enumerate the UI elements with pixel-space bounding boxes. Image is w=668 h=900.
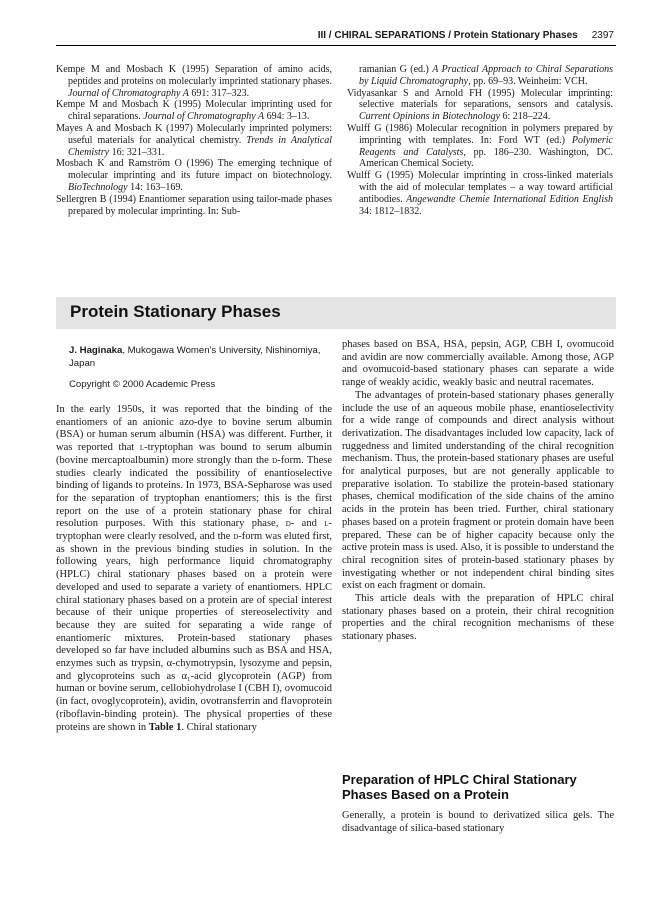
body-paragraph: The advantages of protein-based stationary phases generally include the use of an aqueous mobile phase, enantioselectivity for a wide range of compounds and direct analysis without derivatization. The disadvantages included low capacity, lack of ruggedness and limited understanding of the chiral recognition mechanism. Thus, the protein-based stationary phases are useful for analytical purposes, but are not generally applicable to preparative isolation. To stabilize the protein-based stationary phases, chemical modification of the side chains of the amino acids in the protein has been tried. Further, chiral stationary phases based on a protein fragment or protein domain have been prepared. These can be of higher capacity because only the active protein mass is used. Also, it is possible to understand the chiral recognition sites of protein-based stationary phases by investigating whether or not independent chiral binding sites exist on each fragment or domain. xyxy=(342,389,614,592)
reference-journal: BioTechnology xyxy=(68,181,128,193)
body-paragraph: phases based on BSA, HSA, pepsin, AGP, CBH I, ovomucoid and avidin are now commercially available. Among those, AGP and ovomucoid-based stationary phases can separate a wide range of weakly acidic, weakly basic and neutral racemates. xyxy=(342,339,614,389)
reference-entry xyxy=(347,88,613,123)
body-text: In the early 1950s, it was reported that the binding of the enantiomers of an anionic azo-dye to bovine serum albumin (BSA) or human serum albumin (HSA) was different. Further, it was reported that xyxy=(56,404,332,454)
reference-text: Wulff G (1995) Molecular imprinting in cross-linked materials with the aid of molecular templates – a way toward artificial antibodies. xyxy=(347,170,613,205)
reference-entry xyxy=(347,123,613,170)
body-text: - and xyxy=(290,518,325,530)
reference-text: ramanian G (ed.) xyxy=(359,64,433,75)
section-heading: Preparation of HPLC Chiral Stationary Phases Based on a Protein xyxy=(342,772,577,802)
reference-entry xyxy=(56,99,332,123)
reference-text: 14: 163–169. xyxy=(127,181,183,193)
body-left-column xyxy=(56,404,332,734)
reference-text: 16: 321–331. xyxy=(109,146,165,158)
body-text: . Chiral stationary xyxy=(181,721,257,733)
reference-entry xyxy=(347,170,613,217)
reference-entry xyxy=(56,158,332,193)
reference-text: , pp. 69–93. Weinheim: VCH. xyxy=(468,75,588,87)
article-title: Protein Stationary Phases xyxy=(70,302,281,321)
body-right-column xyxy=(342,339,614,644)
body-paragraph: This article deals with the preparation of HPLC chiral stationary phases based on a protein, their chiral recognition properties and the chiral recognition mechanisms of these stationary phases. xyxy=(342,593,614,643)
body-text: -form. These studies clearly indicated the possibility of enantioselective binding of ligands to proteins. In 1973, BSA-Sepharose was used for the separation of tryptophan enantiomers; this is the first report on the use of a protein stationary phase for chiral resolution purposes. With this stationary phase, xyxy=(56,454,332,530)
body-text: -form was eluted first, as shown in the previous binding studies in solution. In the following years, high performance liquid chromatography (HPLC) chiral stationary phases based on a protein were developed and used to separate a variety of enantiomers. HPLC chiral stationary phases based on a protein are of special interest because of their unique properties of stereoselectivity and because they are suited for separating a wide range of enantiomeric mixtures. Protein-based stationary phases developed so far have included albumins such as BSA and HSA, enzymes such as trypsin, α-chymotrypsin, lysozyme and pepsin, and glycoproteins such as α₁-acid glycoprotein (AGP) from human or bovine serum, cellobiohydrolase I (CBH I), ovomucoid (in fact, ovoglycoprotein), avidin, ovotransferrin and flavoprotein (riboflavin-binding protein). The physical properties of these proteins are shown in xyxy=(56,531,332,733)
reference-text: , pp. 186–230. Washington, DC. American Chemical Society. xyxy=(359,146,613,170)
author-block xyxy=(69,345,329,392)
reference-book-title: A Practical Approach to Chiral Separations by Liquid Chromatography xyxy=(359,64,613,87)
reference-text: Mosbach K and Ramström O (1996) The emerging technique of molecular imprinting and its future impact on biotechnology. xyxy=(56,158,332,182)
article-title-banner xyxy=(56,297,616,329)
reference-text: 691: 317–323. xyxy=(188,87,250,99)
reference-text: Kempe M and Mosbach K (1995) Molecular imprinting used for chiral separations. xyxy=(56,99,332,123)
small-caps-letter: l xyxy=(324,518,329,530)
author-name: J. Haginaka xyxy=(69,345,123,356)
reference-text: Wulff G (1986) Molecular recognition in polymers prepared by imprinting with templates. In: Ford WT (ed.) xyxy=(347,122,613,146)
reference-text: 34: 1812–1832. xyxy=(359,205,422,217)
reference-journal: Trends in Analytical Chemistry xyxy=(68,134,332,158)
reference-text: Kempe M and Mosbach K (1995) Separation of amino acids, peptides and proteins on molecularly imprinted stationary phases. xyxy=(56,64,332,87)
body-text: -tryptophan was bound to serum albumin (bovine mercaptoalbumin) more strongly than the xyxy=(56,442,332,466)
reference-entry xyxy=(56,123,332,158)
small-caps-letter: d xyxy=(233,531,239,543)
reference-journal: Journal of Chromatography A xyxy=(68,87,189,99)
reference-journal: Current Opinions in Biotechnology xyxy=(359,111,501,123)
reference-text: 694: 3–13. xyxy=(264,111,310,123)
author-line xyxy=(69,345,329,370)
references-left-column xyxy=(56,64,332,217)
author-affiliation: , Mukogawa Women's University, Nishinomiya, Japan xyxy=(69,345,321,369)
reference-book-title: Polymeric Reagents and Catalysts xyxy=(359,134,613,158)
copyright-notice: Copyright © 2000 Academic Press xyxy=(69,379,216,390)
references-right-column xyxy=(347,64,613,217)
header-section-title: III / CHIRAL SEPARATIONS / Protein Stationary Phases xyxy=(317,30,578,41)
header-rule xyxy=(56,45,616,46)
reference-text: Sellergren B (1994) Enantiomer separation using tailor-made phases prepared by molecular imprinting. In: Sub- xyxy=(56,193,332,217)
body-paragraph xyxy=(56,404,332,734)
body-right-column-continued xyxy=(342,810,614,835)
body-text: -tryptophan were clearly resolved, and the xyxy=(56,518,332,543)
page-number: 2397 xyxy=(591,30,614,41)
small-caps-letter: d xyxy=(285,518,291,530)
reference-entry-continued xyxy=(347,64,613,88)
body-paragraph: Generally, a protein is bound to derivatized silica gels. The disadvantage of silica-based stationary xyxy=(342,810,614,834)
reference-text: Mayes A and Mosbach K (1997) Molecularly imprinted polymers: useful materials for analytical chemistry. xyxy=(56,122,332,146)
small-caps-letter: l xyxy=(139,442,145,454)
reference-journal: Angewandte Chemie International Edition English xyxy=(406,193,613,205)
reference-journal: Journal of Chromatography A xyxy=(143,111,265,123)
table-1-reference[interactable]: Table 1 xyxy=(148,721,182,733)
running-header xyxy=(318,30,614,41)
reference-entry xyxy=(56,194,332,218)
reference-entry xyxy=(56,64,332,99)
reference-text: 6: 218–224. xyxy=(500,111,551,123)
reference-text: Vidyasankar S and Arnold FH (1995) Molecular imprinting: selective materials for separations, sensors and catalysis. xyxy=(347,87,613,111)
small-caps-letter: d xyxy=(272,454,278,466)
